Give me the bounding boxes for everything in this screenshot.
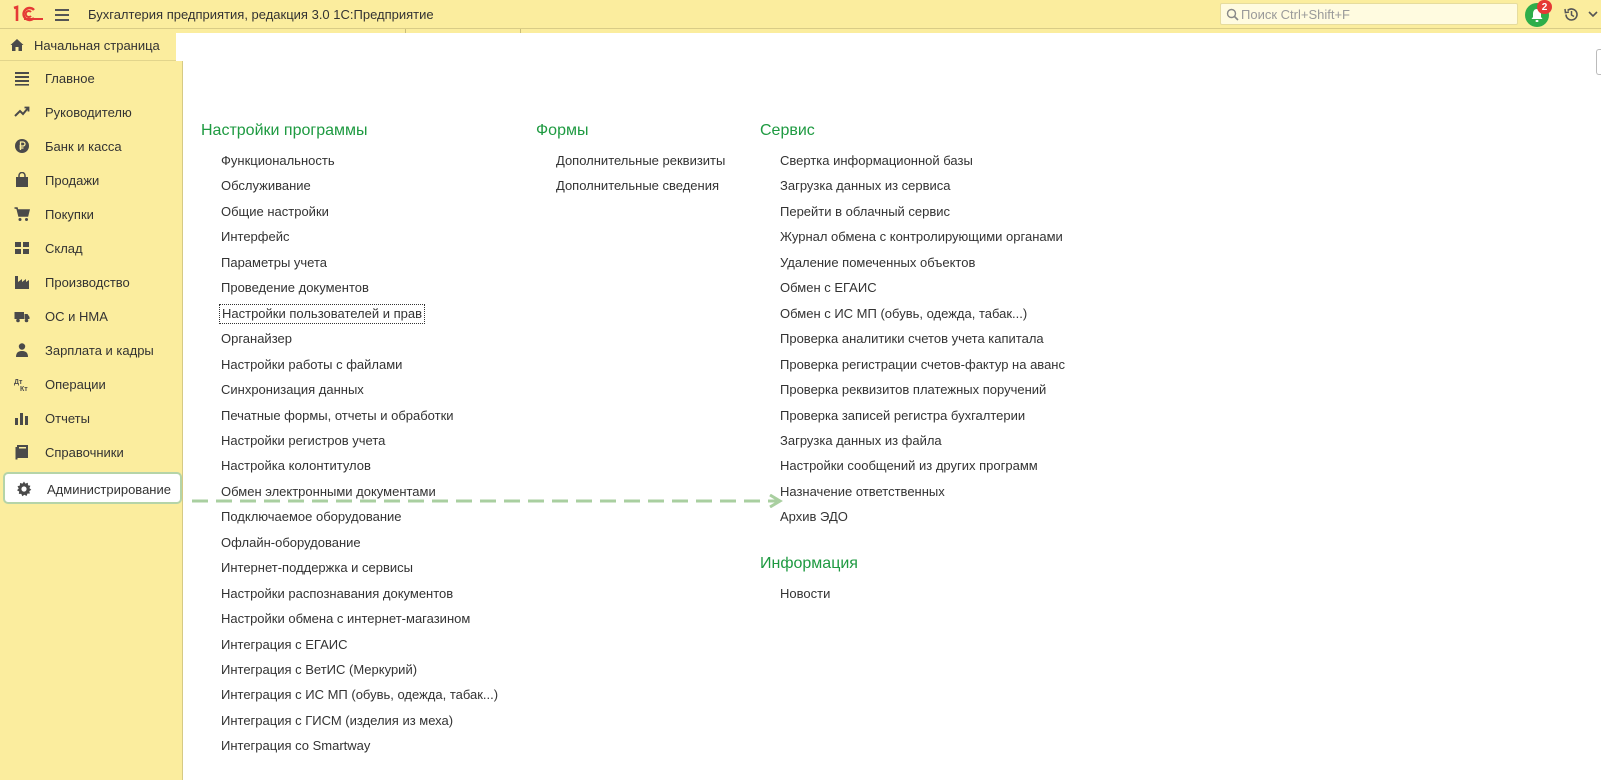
link-service[interactable]: Проверка аналитики счетов учета капитала: [780, 331, 1044, 347]
sidebar-item-label: Операции: [45, 377, 106, 392]
link-service[interactable]: Проверка регистрации счетов-фактур на аванс: [780, 356, 1065, 372]
sidebar-item-label: Главное: [45, 71, 95, 86]
link-service[interactable]: Обмен с ИС МП (обувь, одежда, табак...): [780, 305, 1028, 321]
link-settings[interactable]: Интеграция со Smartway: [221, 738, 371, 754]
1c-logo-icon[interactable]: [10, 4, 44, 24]
sidebar-item-label: Покупки: [45, 207, 94, 222]
search-icon: [1226, 8, 1239, 21]
link-settings[interactable]: Подключаемое оборудование: [221, 509, 402, 525]
sidebar-item-bank[interactable]: [0, 129, 183, 163]
notification-badge: 2: [1537, 0, 1552, 14]
link-settings[interactable]: Интеграция с ИС МП (обувь, одежда, табак...): [221, 687, 499, 703]
svg-text:Дт: Дт: [14, 379, 23, 386]
sidebar-item-payroll[interactable]: [0, 333, 183, 367]
link-service[interactable]: Архив ЭДО: [780, 509, 848, 525]
bag-icon: [14, 172, 30, 188]
link-settings[interactable]: Интеграция с ГИСМ (изделия из меха): [221, 712, 454, 728]
sidebar-item-label: Производство: [45, 275, 130, 290]
sidebar-item-label: Справочники: [45, 445, 124, 460]
link-settings[interactable]: Синхронизация данных: [221, 382, 364, 398]
sidebar-item-label: Продажи: [45, 173, 100, 188]
sidebar-item-warehouse[interactable]: [0, 231, 183, 265]
svg-text:Кт: Кт: [20, 386, 28, 392]
book-icon: [14, 444, 30, 460]
link-service[interactable]: Удаление помеченных объектов: [780, 254, 976, 270]
link-service[interactable]: Проверка записей регистра бухгалтерии: [780, 407, 1026, 423]
link-service[interactable]: Назначение ответственных: [780, 483, 945, 499]
sidebar-item-administration[interactable]: [3, 472, 182, 504]
sidebar-item-manager[interactable]: [0, 95, 183, 129]
link-service[interactable]: Настройки сообщений из других программ: [780, 458, 1038, 474]
history-icon[interactable]: [1563, 6, 1580, 23]
sidebar-item-directories[interactable]: [0, 435, 183, 469]
link-settings[interactable]: Проведение документов: [221, 280, 369, 296]
sidebar-item-operations[interactable]: [0, 367, 183, 401]
home-page-label: Начальная страница: [34, 38, 160, 53]
app-title: Бухгалтерия предприятия, редакция 3.0 1С:Предприятие: [88, 7, 434, 22]
link-settings[interactable]: Настройки работы с файлами: [221, 356, 403, 372]
link-settings[interactable]: Функциональность: [221, 153, 335, 168]
ruble-icon: [14, 138, 30, 154]
link-forms[interactable]: Дополнительные реквизиты: [556, 153, 726, 168]
panel-edge: [1596, 49, 1601, 75]
top-bar: [0, 0, 1601, 29]
home-page-link[interactable]: [0, 29, 176, 61]
link-service[interactable]: Загрузка данных из файла: [780, 432, 942, 448]
link-service[interactable]: Свертка информационной базы: [780, 153, 973, 168]
cart-icon: [14, 206, 30, 222]
link-service[interactable]: Журнал обмена с контролирующими органами: [780, 229, 1063, 245]
link-settings[interactable]: Печатные формы, отчеты и обработки: [221, 407, 454, 423]
dt-kt-icon: [14, 376, 30, 392]
link-settings[interactable]: Обмен электронными документами: [221, 483, 436, 499]
section-title-info: Информация: [760, 555, 858, 572]
link-service[interactable]: Обмен с ЕГАИС: [780, 280, 877, 296]
sidebar-item-production[interactable]: [0, 265, 183, 299]
link-service[interactable]: Перейти в облачный сервис: [780, 203, 951, 219]
sidebar-item-label: Склад: [45, 241, 83, 256]
sidebar-item-label: Зарплата и кадры: [45, 343, 154, 358]
bar-chart-icon: [14, 410, 30, 426]
link-settings[interactable]: Параметры учета: [221, 254, 328, 270]
dashed-arrow-icon: [192, 494, 792, 508]
sidebar-item-fixed-assets[interactable]: [0, 299, 183, 333]
sidebar-item-sales[interactable]: [0, 163, 183, 197]
link-settings[interactable]: Обслуживание: [221, 178, 311, 194]
link-settings[interactable]: Интеграция с ЕГАИС: [221, 636, 348, 652]
grid-icon: [14, 240, 30, 256]
sidebar: [0, 61, 183, 780]
section-title-settings: Настройки программы: [201, 122, 368, 139]
gear-icon: [16, 481, 32, 497]
sidebar-item-label: Администрирование: [47, 482, 171, 497]
link-service[interactable]: Проверка реквизитов платежных поручений: [780, 382, 1047, 398]
link-forms[interactable]: Дополнительные сведения: [556, 178, 720, 194]
link-info[interactable]: Новости: [780, 586, 831, 601]
sidebar-item-label: Отчеты: [45, 411, 90, 426]
link-settings[interactable]: Настройка колонтитулов: [221, 458, 371, 474]
link-settings[interactable]: Интерфейс: [221, 229, 290, 245]
sidebar-item-label: Руководителю: [45, 105, 132, 120]
link-settings[interactable]: Интеграция с ВетИС (Меркурий): [221, 662, 418, 677]
link-service[interactable]: Загрузка данных из сервиса: [780, 178, 951, 194]
link-settings[interactable]: Интернет-поддержка и сервисы: [221, 560, 414, 576]
menu-icon[interactable]: [54, 6, 72, 22]
link-settings[interactable]: Настройки регистров учета: [221, 432, 386, 448]
sidebar-item-purchases[interactable]: [0, 197, 183, 231]
truck-icon: [14, 308, 30, 324]
factory-icon: [14, 274, 30, 290]
link-settings[interactable]: Офлайн-оборудование: [221, 534, 361, 550]
link-settings[interactable]: Органайзер: [221, 331, 292, 347]
section-title-service: Сервис: [760, 122, 815, 139]
person-icon: [14, 342, 30, 358]
sidebar-item-label: Банк и касса: [45, 139, 122, 154]
link-settings[interactable]: Настройки обмена с интернет-магазином: [221, 611, 471, 627]
link-settings[interactable]: Общие настройки: [221, 203, 329, 219]
section-title-forms: Формы: [536, 122, 589, 139]
home-icon: [9, 37, 25, 53]
chevron-down-icon[interactable]: [1588, 10, 1598, 18]
sidebar-item-main[interactable]: [0, 61, 183, 95]
link-settings[interactable]: Настройки пользователей и прав: [222, 305, 423, 321]
sidebar-item-reports[interactable]: [0, 401, 183, 435]
sidebar-item-label: ОС и НМА: [45, 309, 108, 324]
search-box[interactable]: [1220, 3, 1518, 25]
link-settings[interactable]: Настройки распознавания документов: [221, 585, 454, 601]
list-icon: [14, 70, 30, 86]
trend-icon: [14, 104, 30, 120]
search-input[interactable]: [1241, 6, 1511, 22]
